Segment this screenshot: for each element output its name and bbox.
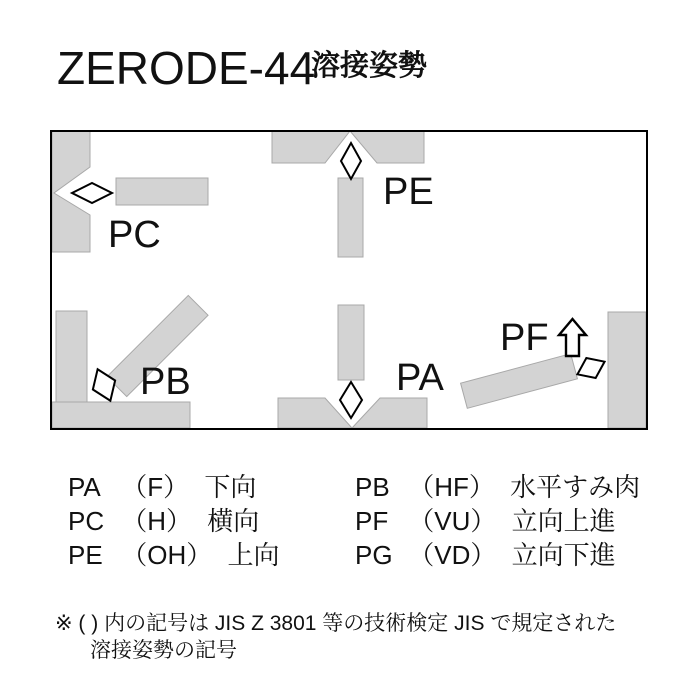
legend-name: 上向 bbox=[227, 540, 280, 570]
pc-plate bbox=[116, 178, 208, 205]
legend-name: 立向下進 bbox=[511, 540, 616, 570]
legend-jis-code: （OH） bbox=[121, 540, 213, 570]
pb-base-plate bbox=[52, 402, 190, 428]
legend-row-pc bbox=[68, 504, 280, 538]
pa-floor-plate-right bbox=[352, 398, 427, 428]
pe-label: PE bbox=[383, 171, 434, 213]
legend-jis-code: （HF） bbox=[408, 472, 495, 502]
pa-plate bbox=[338, 305, 364, 380]
pa-label: PA bbox=[396, 357, 444, 399]
legend-jis-code: （VD） bbox=[408, 540, 497, 570]
pe-weld-symbol bbox=[341, 143, 361, 179]
legend-jis-code: （VU） bbox=[408, 506, 497, 536]
legend-row-pf bbox=[355, 504, 640, 538]
legend-row-pg bbox=[355, 538, 640, 572]
legend-name: 水平すみ肉 bbox=[510, 472, 641, 502]
legend-code: PA bbox=[68, 472, 101, 502]
footnote-line-2: 溶接姿勢の記号 bbox=[90, 639, 237, 662]
legend-name: 下向 bbox=[204, 472, 257, 502]
footnote bbox=[55, 610, 616, 664]
legend-code: PF bbox=[355, 506, 389, 536]
legend-code: PC bbox=[68, 506, 105, 536]
welding-positions-diagram bbox=[50, 130, 648, 430]
pf-wall-plate bbox=[608, 312, 646, 428]
position-pc bbox=[52, 130, 208, 256]
legend-name: 立向上進 bbox=[511, 506, 616, 536]
pb-vertical-plate bbox=[56, 311, 87, 402]
legend-column-right bbox=[355, 470, 640, 572]
pe-ceiling-plate-right bbox=[350, 131, 424, 163]
position-pb bbox=[52, 295, 208, 428]
legend-column-left bbox=[68, 470, 280, 572]
pe-ceiling-plate-left bbox=[272, 131, 350, 163]
pe-plate bbox=[338, 178, 363, 257]
page-title: ZERODE-44 bbox=[57, 42, 316, 94]
legend-row-pa bbox=[68, 470, 280, 504]
legend-code: PG bbox=[355, 540, 393, 570]
legend-code: PE bbox=[68, 540, 103, 570]
pc-label: PC bbox=[108, 214, 161, 256]
legend-code: PB bbox=[355, 472, 390, 502]
legend-row-pb bbox=[355, 470, 640, 504]
position-pf bbox=[461, 312, 646, 428]
pc-weld-symbol bbox=[72, 183, 112, 203]
pf-electrode-plate bbox=[461, 354, 578, 409]
position-pa bbox=[278, 305, 445, 428]
legend-jis-code: （H） bbox=[121, 506, 193, 536]
legend-jis-code: （F） bbox=[121, 472, 190, 502]
legend-row-pe bbox=[68, 538, 280, 572]
page-subtitle: 溶接姿勢 bbox=[311, 50, 428, 82]
position-pe bbox=[272, 131, 434, 257]
footnote-line-1: ※ ( ) 内の記号は JIS Z 3801 等の技術検定 JIS で規定された bbox=[55, 612, 617, 635]
pf-label: PF bbox=[500, 317, 549, 359]
pf-up-arrow-icon bbox=[559, 319, 586, 356]
pb-label: PB bbox=[140, 361, 191, 403]
legend-name: 横向 bbox=[207, 506, 260, 536]
pa-weld-symbol bbox=[340, 382, 362, 418]
